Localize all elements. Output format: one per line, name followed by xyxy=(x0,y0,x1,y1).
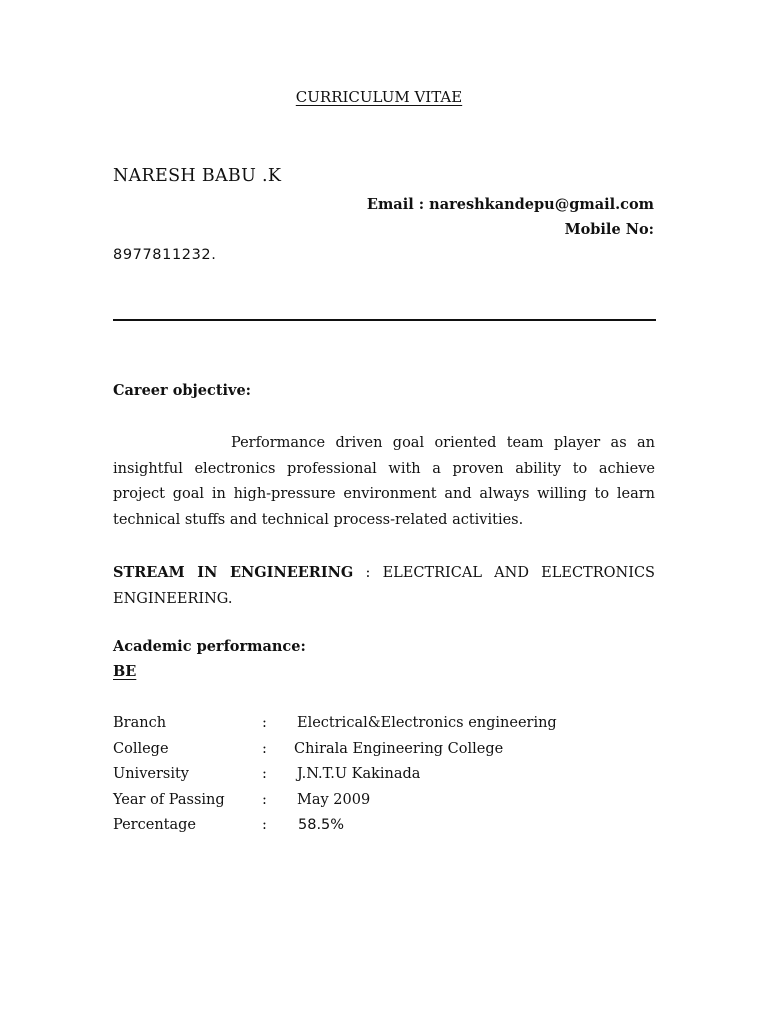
academic-row-colon: : xyxy=(262,715,267,731)
horizontal-divider xyxy=(113,319,656,321)
mobile-label: Mobile No: xyxy=(564,221,654,238)
academic-row-value: J.N.T.U Kakinada xyxy=(297,766,421,782)
academic-row-colon: : xyxy=(262,817,267,833)
email-address: nareshkandepu@gmail.com xyxy=(429,196,654,213)
academic-row-key: College xyxy=(113,741,169,757)
academic-row-year-of-passing xyxy=(0,792,768,812)
academic-row-colon: : xyxy=(262,792,267,808)
academic-row-value: 58.5% xyxy=(298,817,345,833)
academic-row-percentage xyxy=(0,817,768,837)
academic-row-colon: : xyxy=(262,766,267,782)
academic-performance-heading: Academic performance: xyxy=(113,638,306,655)
degree-label: BE xyxy=(113,663,137,680)
academic-row-branch xyxy=(0,715,768,735)
candidate-name: NARESH BABU .K xyxy=(113,166,282,186)
career-objective-text: Performance driven goal oriented team player as an insightful electronics professional with a proven ability to achieve project goal in high-pressure environment and always willing to learn technical stuffs and technical process-related activities. xyxy=(113,435,655,529)
academic-row-key: Year of Passing xyxy=(113,792,225,808)
document-title: CURRICULUM VITAE xyxy=(295,88,463,106)
academic-row-key: Branch xyxy=(113,715,167,731)
career-objective-heading: Career objective: xyxy=(113,382,252,399)
academic-row-colon: : xyxy=(262,741,267,757)
mobile-number: 8977811232. xyxy=(113,247,217,263)
academic-row-value: May 2009 xyxy=(297,792,371,808)
stream-value: ELECTRICAL AND ELECTRONICS ENGINEERING. xyxy=(113,565,655,607)
email-line xyxy=(367,196,654,213)
stream-separator: : xyxy=(353,565,383,581)
academic-row-college xyxy=(0,741,768,761)
academic-row-value: Electrical&Electronics engineering xyxy=(297,715,557,731)
stream-label: STREAM IN ENGINEERING xyxy=(113,564,354,581)
academic-row-university xyxy=(0,766,768,786)
email-label: Email : xyxy=(366,196,430,213)
stream-in-engineering xyxy=(113,560,655,612)
academic-row-key: Percentage xyxy=(113,817,196,833)
academic-row-key: University xyxy=(113,766,189,782)
academic-row-value: Chirala Engineering College xyxy=(294,741,504,757)
